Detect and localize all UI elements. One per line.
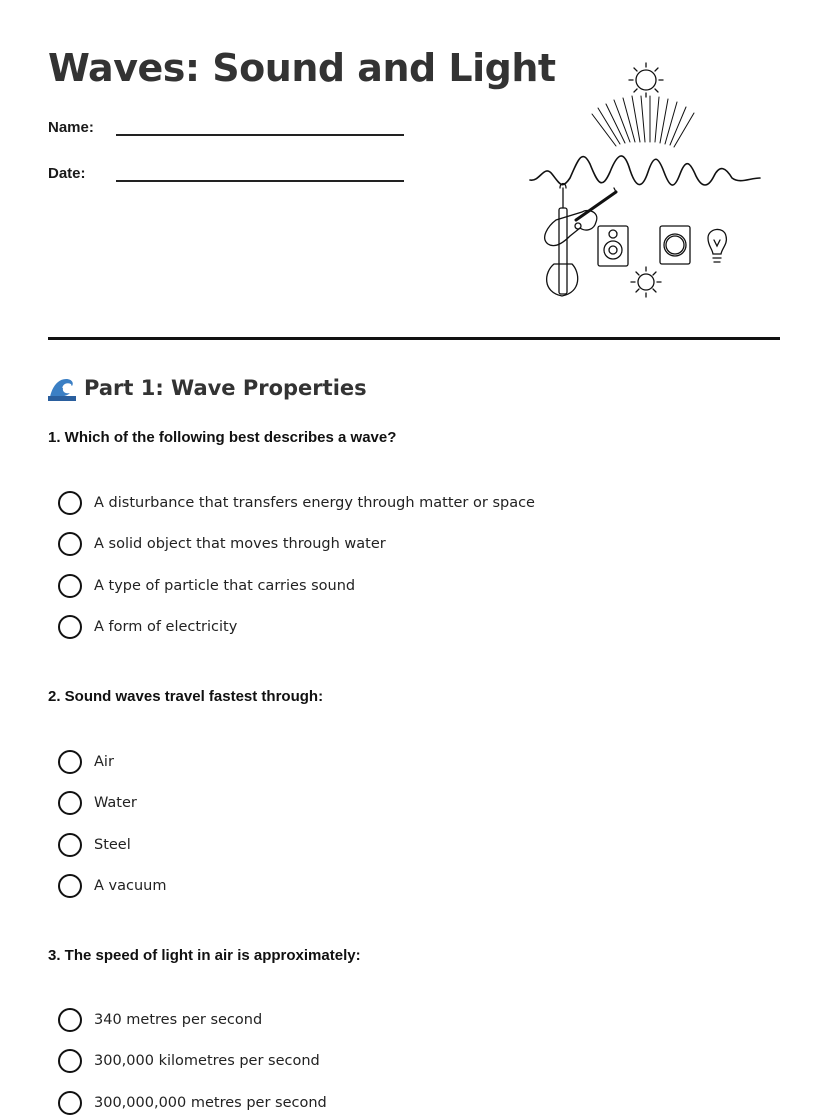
option-label: Air [94,754,114,770]
q1-option-3[interactable] [58,574,355,598]
option-label: A solid object that moves through water [94,536,386,552]
small-sun-icon [631,267,661,297]
q2-option-1[interactable] [58,750,114,774]
page-title: Waves: Sound and Light [48,46,556,90]
question-2: 2. Sound waves travel fastest through: [48,688,324,705]
radio-button[interactable] [58,1091,82,1115]
option-label: 300,000,000 metres per second [94,1095,327,1111]
q1-option-1[interactable] [58,491,535,515]
part1-title: Part 1: Wave Properties [84,376,367,400]
radio-button[interactable] [58,750,82,774]
name-field [48,118,404,136]
date-line[interactable] [116,164,404,182]
waves-illustration [526,60,766,304]
q3-option-1[interactable] [58,1008,262,1032]
date-field [48,164,404,182]
option-label: A vacuum [94,878,167,894]
light-rays-icon [592,96,694,147]
sun-icon [629,63,663,97]
q2-option-3[interactable] [58,833,131,857]
q1-option-2[interactable] [58,532,386,556]
header-divider [48,337,780,340]
option-label: A disturbance that transfers energy through matter or space [94,495,535,511]
option-label: Steel [94,837,131,853]
radio-button[interactable] [58,574,82,598]
radio-button[interactable] [58,791,82,815]
option-label: A form of electricity [94,619,238,635]
radio-button[interactable] [58,491,82,515]
q2-option-2[interactable] [58,791,137,815]
question-1: 1. Which of the following best describes a wave? [48,429,397,446]
q1-option-4[interactable] [58,615,237,639]
date-label: Date: [48,165,86,182]
option-label: A type of particle that carries sound [94,578,356,594]
q3-option-3[interactable] [58,1091,327,1115]
radio-button[interactable] [58,615,82,639]
ocean-wave-icon [48,375,76,401]
option-label: Water [94,795,137,811]
radio-button[interactable] [58,833,82,857]
speaker-icon [598,226,628,266]
name-label: Name: [48,119,94,136]
guitar-icon [545,184,616,297]
lightbulb-icon [708,229,726,262]
q3-option-2[interactable] [58,1049,320,1073]
option-label: 340 metres per second [94,1012,263,1028]
q2-option-4[interactable] [58,874,166,898]
name-line[interactable] [116,118,404,136]
radio-button[interactable] [58,532,82,556]
radio-button[interactable] [58,1008,82,1032]
sound-wave-icon [530,156,760,185]
radio-button[interactable] [58,874,82,898]
question-3: 3. The speed of light in air is approximately: [48,947,361,964]
part1-heading [48,375,367,401]
speaker-box-icon [660,226,690,264]
option-label: 300,000 kilometres per second [94,1053,320,1069]
radio-button[interactable] [58,1049,82,1073]
